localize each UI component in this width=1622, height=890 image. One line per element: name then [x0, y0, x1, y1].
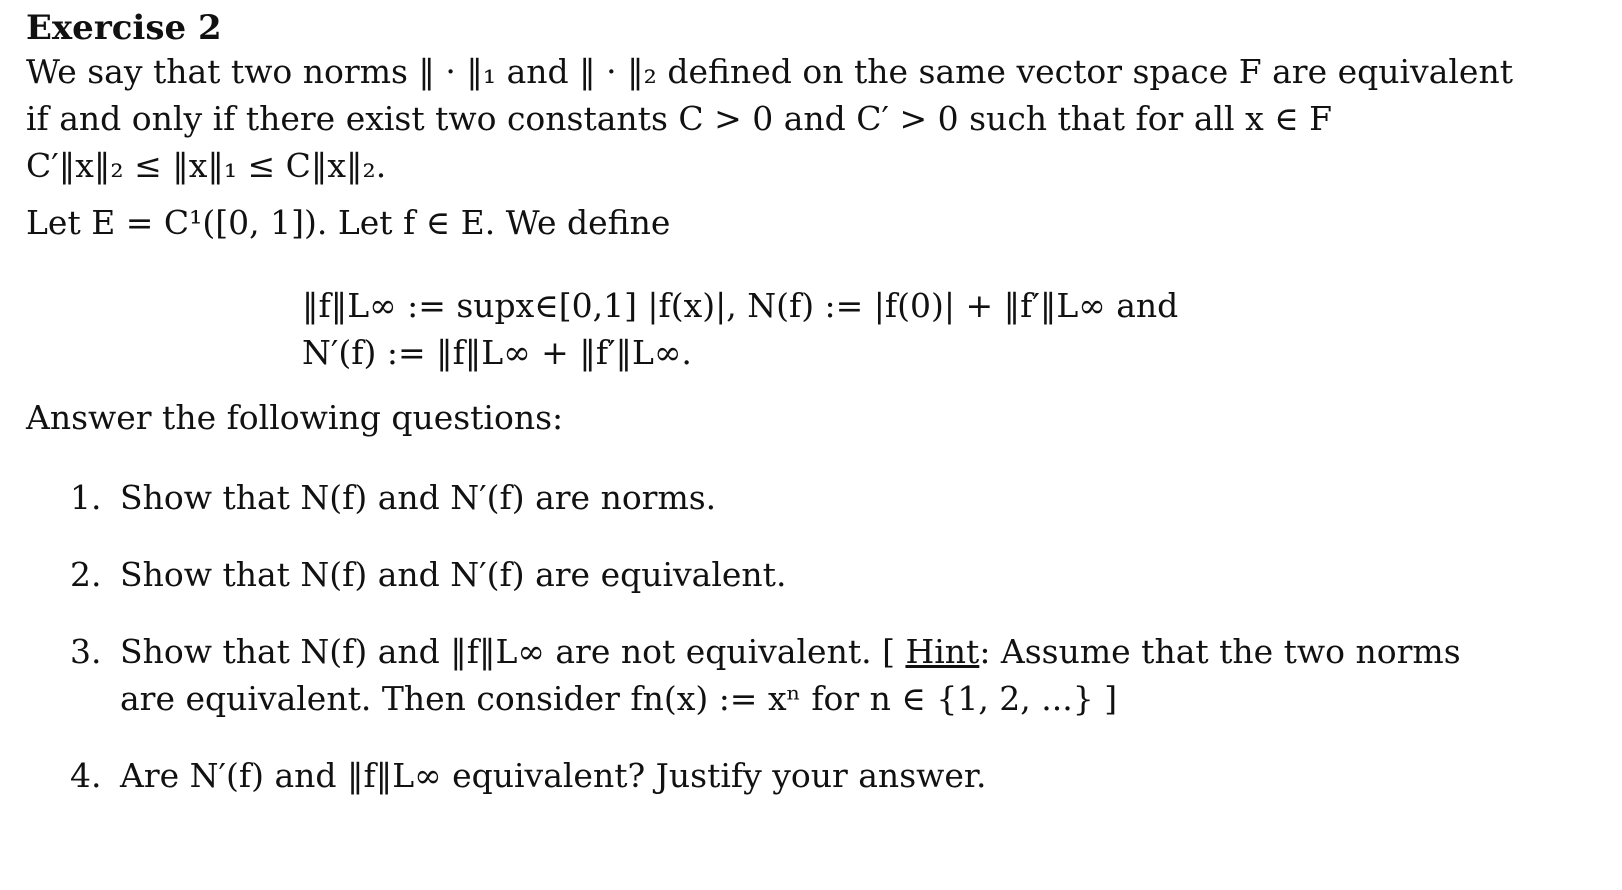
definition-line-1: ‖f‖L∞ := supx∈[0,1] |f(x)|, N(f) := |f(0)| + ‖f′‖L∞ and — [302, 286, 1179, 325]
norm-definitions — [302, 282, 1586, 376]
question-text: Are N′(f) and ‖f‖L∞ equivalent? Justify your answer. — [120, 756, 987, 795]
question-item — [26, 752, 1586, 799]
question-item — [26, 628, 1586, 722]
question-item — [26, 551, 1586, 598]
answer-heading: Answer the following questions: — [26, 398, 564, 437]
question-text-prefix: Show that N(f) and ‖f‖L∞ are not equivalent. [ — [120, 632, 906, 671]
exercise-title: Exercise 2 — [26, 8, 222, 48]
question-text-suffix: : Assume that the two norms — [979, 632, 1461, 671]
question-text: Show that N(f) and N′(f) are equivalent. — [120, 555, 787, 594]
question-number: 1. — [70, 478, 102, 517]
intro-line-1: We say that two norms ‖ · ‖₁ and ‖ · ‖₂ defined on the same vector space F are equivalent — [26, 52, 1513, 91]
question-number: 4. — [70, 756, 102, 795]
definition-line-2: N′(f) := ‖f‖L∞ + ‖f′‖L∞. — [302, 333, 692, 372]
exercise-document — [26, 8, 1586, 829]
hint-label: Hint — [905, 632, 980, 671]
intro-line-2: if and only if there exist two constants C > 0 and C′ > 0 such that for all x ∈ F — [26, 99, 1333, 138]
question-number: 3. — [70, 632, 102, 671]
intro-paragraph — [26, 48, 1586, 189]
question-number: 2. — [70, 555, 102, 594]
question-text-line-2: are equivalent. Then consider fn(x) := xⁿ for n ∈ {1, 2, ...} ] — [120, 679, 1118, 718]
definition-intro: Let E = C¹([0, 1]). Let f ∈ E. We define — [26, 203, 671, 242]
question-item — [26, 474, 1586, 521]
question-list — [26, 474, 1586, 799]
question-text: Show that N(f) and N′(f) are norms. — [120, 478, 717, 517]
question-text-line-1 — [120, 632, 1461, 671]
intro-inequality: C′‖x‖₂ ≤ ‖x‖₁ ≤ C‖x‖₂. — [26, 146, 387, 185]
